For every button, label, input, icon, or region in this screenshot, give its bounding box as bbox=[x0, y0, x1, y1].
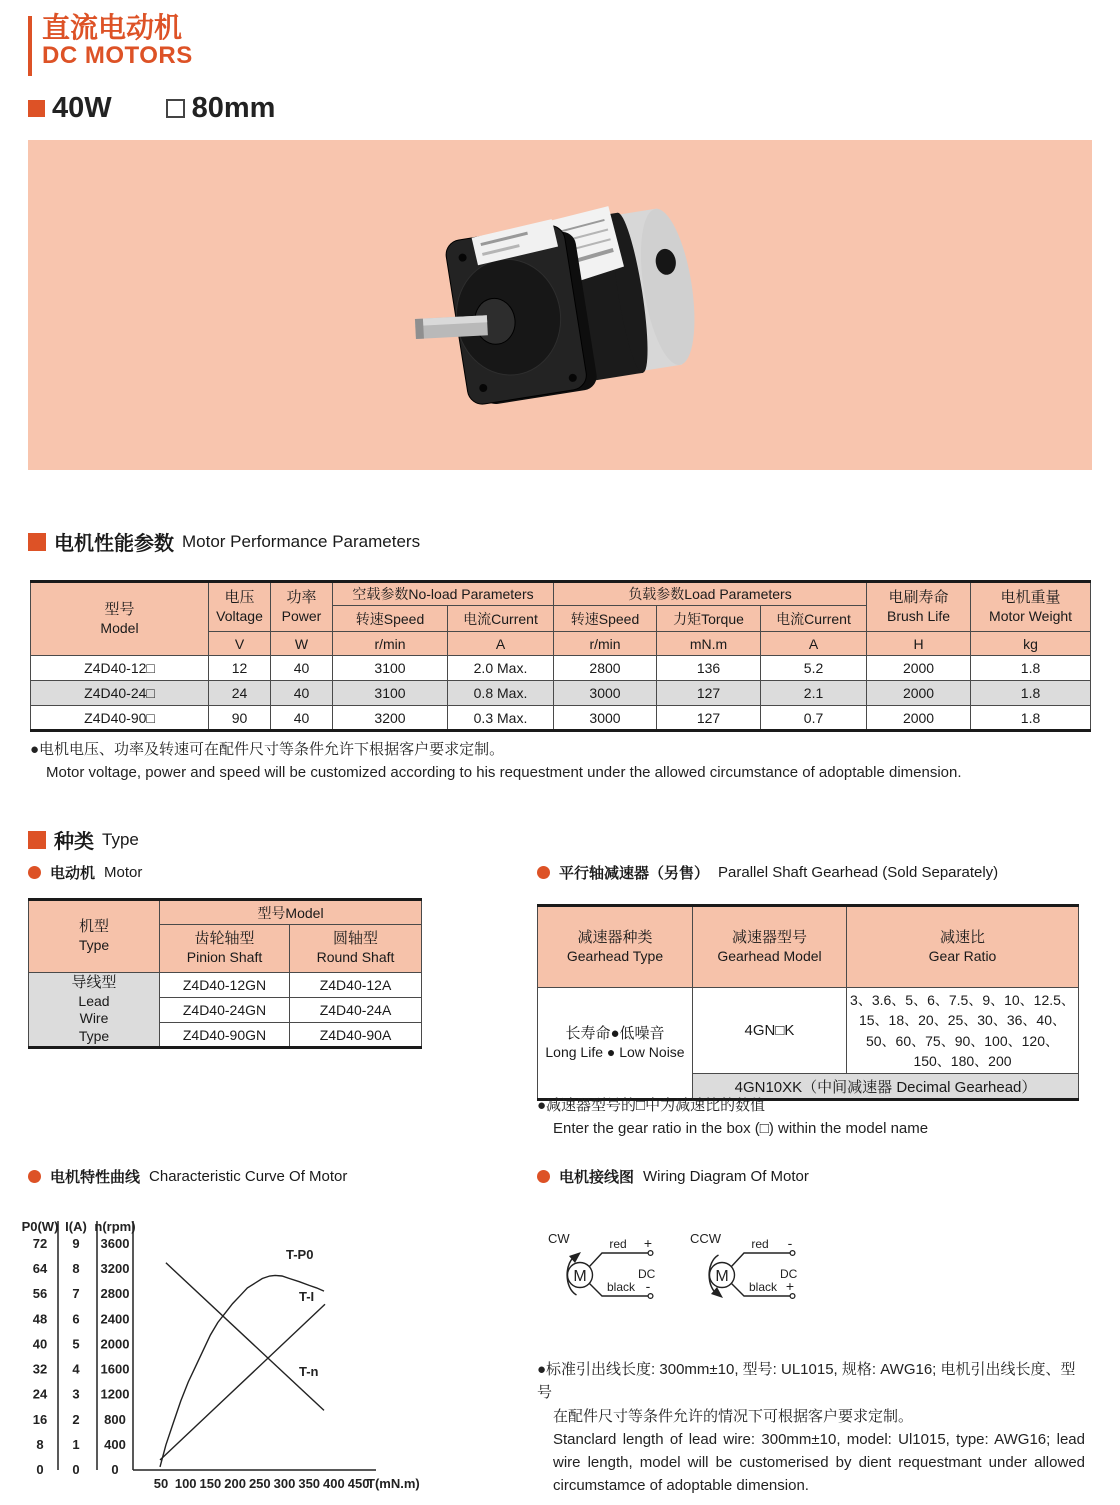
supply-label: DC bbox=[638, 1267, 656, 1281]
cell-load-speed: 2800 bbox=[554, 656, 657, 681]
voltage-en: Voltage bbox=[216, 607, 263, 624]
spec-heading bbox=[28, 92, 275, 125]
gearhead-type-value-zh: 长寿命●低噪音 bbox=[565, 1024, 665, 1042]
wiring-diagram-cw bbox=[548, 1231, 656, 1298]
page-title-en: DC MOTORS bbox=[42, 42, 193, 70]
leadwire-note-en: Stanclard length of lead wire: 300mm±10, model: Ul1015, type: AWG16; lead wire length, model will be customerised by dient requestmant under allowed circumstamce of adoptable dimension. bbox=[553, 1430, 1085, 1495]
output-shaft bbox=[415, 315, 488, 339]
cell-load-current: 0.7 bbox=[761, 706, 867, 731]
performance-note-en: Motor voltage, power and speed will be customized according to his requestment under the allowed circumstance of adoptable dimension. bbox=[46, 764, 962, 782]
table-row bbox=[29, 973, 422, 998]
svg-text:50: 50 bbox=[153, 1476, 169, 1491]
motor-type-table bbox=[28, 898, 422, 1049]
svg-text:350: 350 bbox=[298, 1476, 321, 1491]
svg-text:5: 5 bbox=[72, 1336, 80, 1352]
brush-zh: 电刷寿命 bbox=[888, 588, 949, 606]
section-performance-en: Motor Performance Parameters bbox=[182, 531, 421, 551]
table-row bbox=[31, 681, 1091, 706]
subsection-curve-zh: 电机特性曲线 bbox=[50, 1169, 141, 1186]
unit-brushlife: H bbox=[867, 632, 971, 656]
svg-text:64: 64 bbox=[32, 1261, 48, 1277]
subsection-motor-zh: 电动机 bbox=[50, 865, 96, 882]
gearhead-model-zh: 减速器型号 bbox=[731, 928, 807, 946]
cell-weight: 1.8 bbox=[971, 706, 1091, 731]
svg-text:2000: 2000 bbox=[100, 1336, 130, 1352]
series-T-n bbox=[166, 1263, 324, 1411]
svg-text:400: 400 bbox=[323, 1476, 345, 1491]
cell-power: 40 bbox=[271, 656, 333, 681]
bullet-icon bbox=[537, 866, 550, 879]
subsection-gearhead-zh: 平行轴减速器（另售） bbox=[559, 865, 710, 882]
group-header-load: 负载参数Load Parameters bbox=[554, 582, 867, 606]
weight-en: Motor Weight bbox=[989, 607, 1073, 624]
bullet-icon bbox=[28, 866, 41, 879]
spec-frame: 80mm bbox=[191, 92, 276, 124]
leadwire-note-zh1: ●标准引出线长度: 300mm±10, 型号: UL1015, 规格: AWG16; 电机引出线长度、型号 bbox=[537, 1361, 1076, 1402]
svg-text:300: 300 bbox=[273, 1476, 296, 1491]
top-wire bbox=[589, 1253, 648, 1267]
direction-label: CCW bbox=[690, 1231, 722, 1246]
table-row bbox=[31, 706, 1091, 731]
unit-noload-current: A bbox=[448, 632, 554, 656]
col-header-load-speed: 转速Speed bbox=[554, 606, 657, 632]
col-header-voltage bbox=[209, 582, 271, 632]
polarity-label: - bbox=[645, 1278, 651, 1294]
cell-round-model: Z4D40-90A bbox=[290, 1023, 422, 1048]
bullet-icon bbox=[28, 1170, 41, 1183]
leadwire-note-zh2: 在配件尺寸等条件允许的情况下可根据客户要求定制。 bbox=[553, 1407, 914, 1425]
table-row bbox=[31, 656, 1091, 681]
cell-load-current: 2.1 bbox=[761, 681, 867, 706]
wire-color-label: red bbox=[609, 1237, 627, 1251]
table-row bbox=[538, 988, 1079, 1074]
svg-text:0: 0 bbox=[111, 1462, 119, 1477]
cell-power: 40 bbox=[271, 706, 333, 731]
cell-voltage: 90 bbox=[209, 706, 271, 731]
svg-text:100: 100 bbox=[174, 1476, 197, 1491]
cell-pinion-model: Z4D40-90GN bbox=[160, 1023, 290, 1048]
svg-text:9: 9 bbox=[72, 1236, 80, 1251]
round-zh: 圆轴型 bbox=[333, 930, 379, 948]
svg-text:200: 200 bbox=[224, 1476, 246, 1491]
svg-text:8: 8 bbox=[36, 1436, 44, 1452]
svg-text:72: 72 bbox=[32, 1236, 48, 1251]
col-header-round bbox=[290, 925, 422, 973]
svg-text:T-I: T-I bbox=[299, 1289, 315, 1304]
gearhead-type-zh: 减速器种类 bbox=[577, 928, 653, 946]
motor-photo bbox=[400, 195, 720, 425]
leadwire-en2: Wire bbox=[79, 1010, 109, 1027]
section-performance bbox=[28, 527, 420, 556]
terminal-icon bbox=[790, 1294, 795, 1299]
cell-round-model: Z4D40-24A bbox=[290, 998, 422, 1023]
col-header-brushlife bbox=[867, 582, 971, 632]
cell-noload-speed: 3100 bbox=[333, 681, 448, 706]
terminal-icon bbox=[648, 1294, 653, 1299]
col-header-noload-current: 电流Current bbox=[448, 606, 554, 632]
voltage-zh: 电压 bbox=[224, 588, 255, 606]
leadwire-zh: 导线型 bbox=[71, 974, 117, 991]
unit-load-current: A bbox=[761, 632, 867, 656]
motor-symbol-label: M bbox=[715, 1268, 729, 1285]
svg-text:0: 0 bbox=[72, 1462, 80, 1477]
svg-text:3: 3 bbox=[72, 1386, 80, 1402]
terminal-icon bbox=[790, 1251, 795, 1256]
top-wire bbox=[731, 1253, 790, 1267]
direction-label: CW bbox=[548, 1231, 570, 1246]
performance-note-zh: ●电机电压、功率及转速可在配件尺寸等条件允许下根据客户要求定制。 bbox=[30, 741, 505, 758]
machine-type-zh: 机型 bbox=[78, 918, 109, 936]
gearhead-type-en: Gearhead Type bbox=[566, 947, 664, 964]
gearhead-model-en: Gearhead Model bbox=[717, 947, 822, 964]
col-header-noload-speed: 转速Speed bbox=[333, 606, 448, 632]
model-en: Model bbox=[100, 619, 139, 636]
cell-voltage: 12 bbox=[209, 656, 271, 681]
unit-load-torque: mN.m bbox=[657, 632, 761, 656]
cell-gearhead-model: 4GN□K bbox=[693, 988, 847, 1074]
terminal-icon bbox=[648, 1251, 653, 1256]
row-label-leadwire bbox=[29, 973, 160, 1048]
series-T-I bbox=[160, 1304, 325, 1460]
section-marker-icon bbox=[28, 533, 46, 551]
power-en: Power bbox=[281, 607, 322, 624]
gearhead-note-en: Enter the gear ratio in the box (□) within the model name bbox=[553, 1120, 929, 1138]
gearhead-type-value-en: Long Life ● Low Noise bbox=[545, 1043, 685, 1060]
cell-gearhead-type bbox=[538, 988, 693, 1100]
cell-weight: 1.8 bbox=[971, 681, 1091, 706]
svg-text:6: 6 bbox=[72, 1311, 80, 1327]
cell-noload-speed: 3200 bbox=[333, 706, 448, 731]
round-en: Round Shaft bbox=[316, 949, 395, 966]
svg-text:56: 56 bbox=[32, 1286, 48, 1302]
section-type bbox=[28, 825, 139, 854]
cell-pinion-model: Z4D40-12GN bbox=[160, 973, 290, 998]
cell-brushlife: 2000 bbox=[867, 706, 971, 731]
cell-weight: 1.8 bbox=[971, 656, 1091, 681]
svg-text:7: 7 bbox=[72, 1286, 80, 1302]
cell-pinion-model: Z4D40-24GN bbox=[160, 998, 290, 1023]
wire-color-label: red bbox=[751, 1237, 769, 1251]
col-header-gearhead-model bbox=[693, 906, 847, 988]
subsection-curve-en: Characteristic Curve Of Motor bbox=[149, 1168, 348, 1185]
svg-text:3200: 3200 bbox=[100, 1261, 130, 1277]
cell-load-torque: 127 bbox=[657, 706, 761, 731]
cell-model: Z4D40-90□ bbox=[31, 706, 209, 731]
cell-noload-current: 0.8 Max. bbox=[448, 681, 554, 706]
svg-text:800: 800 bbox=[104, 1411, 126, 1427]
svg-text:8: 8 bbox=[72, 1261, 80, 1277]
svg-text:2800: 2800 bbox=[100, 1286, 130, 1302]
group-header-model: 型号Model bbox=[160, 900, 422, 925]
cell-noload-speed: 3100 bbox=[333, 656, 448, 681]
svg-text:1600: 1600 bbox=[100, 1361, 130, 1377]
cell-load-torque: 127 bbox=[657, 681, 761, 706]
svg-text:250: 250 bbox=[248, 1476, 271, 1491]
cell-noload-current: 0.3 Max. bbox=[448, 706, 554, 731]
svg-text:T(mN.m): T(mN.m) bbox=[367, 1476, 420, 1491]
cell-decimal-gearhead: 4GN10XK（中间减速器 Decimal Gearhead） bbox=[693, 1074, 1079, 1100]
group-header-noload: 空载参数No-load Parameters bbox=[333, 582, 554, 606]
col-header-power bbox=[271, 582, 333, 632]
svg-text:P0(W): P0(W) bbox=[21, 1219, 59, 1234]
motor-photo-group bbox=[400, 195, 705, 415]
svg-text:n(rpm): n(rpm) bbox=[94, 1219, 136, 1234]
cell-brushlife: 2000 bbox=[867, 681, 971, 706]
cell-load-torque: 136 bbox=[657, 656, 761, 681]
svg-text:T-n: T-n bbox=[299, 1364, 319, 1379]
subsection-wiring-en: Wiring Diagram Of Motor bbox=[643, 1168, 809, 1185]
svg-text:3600: 3600 bbox=[100, 1236, 130, 1251]
brush-en: Brush Life bbox=[887, 607, 951, 624]
svg-text:16: 16 bbox=[32, 1411, 48, 1427]
svg-text:2400: 2400 bbox=[100, 1311, 130, 1327]
gear-ratio-zh: 减速比 bbox=[939, 928, 985, 946]
svg-text:4: 4 bbox=[72, 1361, 80, 1377]
leadwire-en3: Type bbox=[78, 1027, 110, 1044]
cell-noload-current: 2.0 Max. bbox=[448, 656, 554, 681]
cell-model: Z4D40-24□ bbox=[31, 681, 209, 706]
col-header-pinion bbox=[160, 925, 290, 973]
power-marker-icon bbox=[28, 100, 45, 117]
svg-text:0: 0 bbox=[36, 1462, 44, 1477]
product-banner bbox=[28, 140, 1092, 470]
cell-gear-ratios: 3、3.6、5、6、7.5、9、10、12.5、15、18、20、25、30、36、40、50、60、75、90、100、120、150、180、200 bbox=[847, 988, 1079, 1074]
col-header-gear-ratio bbox=[847, 906, 1079, 988]
spec-power: 40W bbox=[52, 92, 112, 124]
subsection-wiring bbox=[537, 1166, 809, 1187]
supply-label: DC bbox=[780, 1267, 798, 1281]
wiring-diagram bbox=[540, 1226, 840, 1311]
wire-color-label: black bbox=[606, 1280, 636, 1294]
svg-text:48: 48 bbox=[32, 1311, 48, 1327]
subsection-gearhead bbox=[537, 862, 998, 883]
svg-text:450: 450 bbox=[347, 1476, 370, 1491]
leadwire-en1: Lead bbox=[78, 992, 110, 1009]
svg-text:32: 32 bbox=[32, 1361, 48, 1377]
cell-load-speed: 3000 bbox=[554, 681, 657, 706]
subsection-motor bbox=[28, 862, 142, 883]
svg-text:T-P0: T-P0 bbox=[286, 1247, 314, 1262]
subsection-curve bbox=[28, 1166, 347, 1187]
wire-color-label: black bbox=[748, 1280, 778, 1294]
pinion-en: Pinion Shaft bbox=[186, 949, 263, 966]
col-header-weight bbox=[971, 582, 1091, 632]
performance-note bbox=[30, 738, 1080, 785]
polarity-label: + bbox=[785, 1278, 795, 1294]
gearhead-note bbox=[537, 1094, 1082, 1141]
svg-text:I(A): I(A) bbox=[65, 1219, 87, 1234]
cell-load-current: 5.2 bbox=[761, 656, 867, 681]
accent-bar bbox=[28, 16, 32, 76]
power-zh: 功率 bbox=[286, 588, 317, 606]
unit-power: W bbox=[271, 632, 333, 656]
unit-voltage: V bbox=[209, 632, 271, 656]
col-header-gearhead-type bbox=[538, 906, 693, 988]
section-type-zh: 种类 bbox=[54, 831, 94, 853]
cell-model: Z4D40-12□ bbox=[31, 656, 209, 681]
polarity-label: + bbox=[643, 1235, 653, 1251]
unit-noload-speed: r/min bbox=[333, 632, 448, 656]
model-zh: 型号 bbox=[104, 600, 135, 618]
col-header-machine-type bbox=[29, 900, 160, 973]
cell-voltage: 24 bbox=[209, 681, 271, 706]
subsection-motor-en: Motor bbox=[104, 864, 143, 881]
unit-load-speed: r/min bbox=[554, 632, 657, 656]
performance-table bbox=[30, 580, 1091, 732]
cell-power: 40 bbox=[271, 681, 333, 706]
section-marker-icon bbox=[28, 831, 46, 849]
cell-brushlife: 2000 bbox=[867, 656, 971, 681]
cell-load-speed: 3000 bbox=[554, 706, 657, 731]
cell-round-model: Z4D40-12A bbox=[290, 973, 422, 998]
svg-text:2: 2 bbox=[72, 1411, 80, 1427]
page-title bbox=[42, 12, 193, 70]
machine-type-en: Type bbox=[78, 937, 110, 954]
leadwire-note bbox=[537, 1358, 1085, 1498]
col-header-model bbox=[31, 582, 209, 656]
unit-weight: kg bbox=[971, 632, 1091, 656]
svg-text:150: 150 bbox=[199, 1476, 222, 1491]
pinion-zh: 齿轮轴型 bbox=[194, 930, 255, 948]
svg-text:400: 400 bbox=[104, 1436, 126, 1452]
svg-text:24: 24 bbox=[32, 1386, 48, 1402]
svg-text:1: 1 bbox=[72, 1436, 80, 1452]
subsection-gearhead-en: Parallel Shaft Gearhead (Sold Separately) bbox=[718, 864, 999, 881]
bullet-icon bbox=[537, 1170, 550, 1183]
gearhead-table bbox=[537, 904, 1079, 1101]
col-header-load-current: 电流Current bbox=[761, 606, 867, 632]
wiring-diagram-ccw bbox=[690, 1231, 798, 1298]
gearhead-note-zh: ●减速器型号的□中为减速比的数值 bbox=[537, 1097, 766, 1114]
subsection-wiring-zh: 电机接线图 bbox=[559, 1169, 635, 1186]
col-header-load-torque: 力矩Torque bbox=[657, 606, 761, 632]
weight-zh: 电机重量 bbox=[1000, 588, 1061, 606]
motor-symbol-label: M bbox=[573, 1268, 587, 1285]
polarity-label: - bbox=[787, 1235, 793, 1251]
section-performance-zh: 电机性能参数 bbox=[54, 533, 174, 555]
svg-text:1200: 1200 bbox=[100, 1386, 130, 1402]
page-title-zh: 直流电动机 bbox=[42, 12, 183, 43]
frame-size-icon bbox=[166, 99, 185, 118]
characteristic-curve-chart bbox=[18, 1213, 428, 1501]
svg-text:40: 40 bbox=[32, 1336, 48, 1352]
section-type-en: Type bbox=[102, 829, 139, 849]
gear-ratio-en: Gear Ratio bbox=[928, 947, 997, 964]
